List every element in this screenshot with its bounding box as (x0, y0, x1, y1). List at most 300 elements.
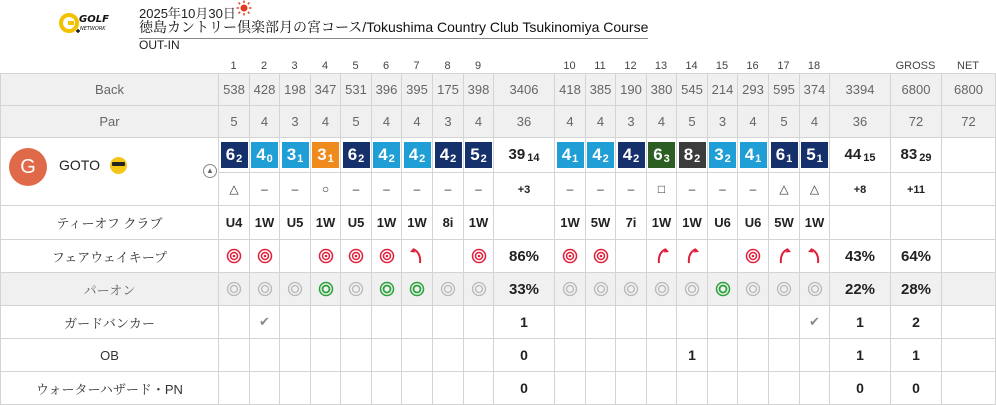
score-mark (586, 172, 616, 206)
scorecard-row (1, 372, 996, 405)
tee-club-value: 1W (254, 215, 275, 230)
hazard-cell (555, 372, 586, 405)
back-hole-cell (738, 74, 769, 106)
fairway-hit-icon (745, 248, 761, 264)
back-hole-cell-value: 190 (620, 82, 642, 97)
hazard-cell (800, 372, 830, 405)
score-mark (647, 172, 677, 206)
green-in-regulation-miss-icon (348, 281, 364, 297)
hole-number: 14 (685, 60, 698, 72)
hole-score-cell[interactable] (219, 138, 250, 173)
tee-club (311, 206, 341, 240)
score-mark (616, 172, 647, 206)
out-total-score (494, 138, 555, 173)
back-hole-cell (708, 74, 738, 106)
ob-gross (891, 339, 942, 372)
round-date: 2025年10月30日 (139, 6, 236, 21)
strokes: 4 (744, 144, 755, 164)
bunker-gross-value: 2 (912, 314, 920, 330)
strokes: 8 (683, 144, 694, 164)
tee-club (341, 206, 372, 240)
fairway-out-pct-value: 86% (508, 247, 540, 265)
tee-club (219, 206, 250, 240)
out-diff (494, 172, 555, 206)
back-hole-cell (341, 74, 372, 106)
strokes: 4 (439, 144, 450, 164)
back-hole-cell-value: 595 (773, 82, 795, 97)
bunker-cell (738, 306, 769, 339)
hole-score-cell[interactable] (433, 138, 464, 173)
back-hole-cell-value: 175 (437, 82, 459, 97)
fairway-miss-left-icon (654, 248, 670, 264)
back-hole-cell-value: 198 (284, 82, 306, 97)
hazard-net (942, 372, 996, 405)
hole-score-badge (373, 142, 400, 168)
hole-number: 7 (413, 60, 420, 72)
strokes: 6 (653, 144, 663, 164)
back-hole-cell (280, 74, 311, 106)
bunker-in-total (830, 306, 891, 339)
green-in-regulation-hit-icon (318, 281, 334, 297)
hazard-gross-value: 0 (912, 380, 920, 396)
strokes: 3 (286, 144, 297, 164)
back-hole-cell-value: 538 (223, 82, 245, 97)
hole-score-badge (679, 142, 706, 168)
back-hole-cell (555, 74, 586, 106)
back-in-total-value: 3394 (845, 82, 875, 97)
back-hole-cell (464, 74, 494, 106)
in-diff (830, 172, 891, 206)
score-mark (311, 172, 341, 206)
hazard-out-total (494, 372, 555, 405)
score-mark (769, 172, 800, 206)
tee-club (800, 206, 830, 240)
bunker-out-total (494, 306, 555, 339)
hole-score-cell[interactable] (616, 138, 647, 173)
gross-diff-value: +11 (906, 184, 926, 197)
ob-cell (586, 339, 616, 372)
gir-cell (464, 273, 494, 306)
ob-cell (708, 339, 738, 372)
fairway-cell (800, 240, 830, 273)
back-hole-cell-value: 418 (559, 82, 581, 97)
tee-club (280, 206, 311, 240)
svg-text:GOLF: GOLF (79, 14, 109, 25)
green-in-regulation-miss-icon (257, 281, 273, 297)
back-gross-value: 6800 (901, 82, 931, 97)
gross-diff (891, 172, 942, 206)
par-hole-cell-value: 3 (291, 114, 299, 129)
par-out-total (494, 106, 555, 138)
tee-in-total (830, 206, 891, 240)
par-hole-cell-value: 3 (627, 114, 635, 129)
par-net (942, 106, 996, 138)
putts: 1 (816, 152, 823, 165)
tee-club-value: 5W (590, 215, 611, 230)
tee-club (372, 206, 402, 240)
par-hole-cell-value: 3 (718, 114, 727, 129)
green-in-regulation-miss-icon (654, 281, 670, 297)
tee-club (464, 206, 494, 240)
hole-score-cell[interactable] (769, 138, 800, 173)
tee-club-value: 1W (682, 215, 702, 230)
tee-club-label: ティーオフ クラブ (1, 206, 219, 240)
hole-score-cell[interactable] (677, 138, 708, 173)
ob-cell (433, 339, 464, 372)
putts: 1 (786, 152, 793, 165)
hole-number: 16 (746, 60, 759, 72)
par-in-total (830, 106, 891, 138)
strokes: 3 (317, 144, 327, 164)
player-avatar: G (9, 148, 47, 186)
ob-cell (250, 339, 280, 372)
fairway-hit-icon (379, 248, 395, 264)
bunker-cell (769, 306, 800, 339)
tee-club (738, 206, 769, 240)
golf-network-logo-icon (60, 9, 114, 39)
in-total-score-value (845, 146, 876, 163)
tee-club (708, 206, 738, 240)
par-net-value: 72 (961, 114, 976, 129)
route-label: OUT-IN (139, 38, 180, 52)
hazard-cell (647, 372, 677, 405)
fairway-in-pct (830, 240, 891, 273)
green-in-regulation-miss-icon (776, 281, 792, 297)
par-hole-cell (311, 106, 341, 138)
putts: 2 (724, 152, 731, 165)
gir-in-pct-value: 22% (844, 280, 876, 298)
strokes: 4 (592, 144, 602, 164)
score-mark-value: □ (657, 182, 666, 197)
bunker-cell (372, 306, 402, 339)
ob-cell (464, 339, 494, 372)
fairway-hit-icon (348, 248, 364, 264)
fairway-hit-icon (562, 248, 578, 264)
scorecard-row (1, 240, 996, 273)
gir-cell (219, 273, 250, 306)
gross-score-value (901, 146, 932, 163)
ob-cell (647, 339, 677, 372)
hole-score-badge (404, 142, 431, 168)
tee-club-value: 1W (804, 215, 825, 230)
gir-cell (341, 273, 372, 306)
hole-score-badge (740, 142, 767, 168)
back-hole-cell (311, 74, 341, 106)
scorecard-row (1, 138, 996, 173)
fairway-cell (769, 240, 800, 273)
putts: 1 (572, 152, 579, 165)
bunker-cell (219, 306, 250, 339)
gir-cell (677, 273, 708, 306)
par-hole-cell-value: 4 (749, 114, 757, 129)
bunker-cell (464, 306, 494, 339)
score-mark (219, 172, 250, 206)
gir-gross-pct-value: 28% (900, 280, 932, 298)
hole-score-cell[interactable] (341, 138, 372, 173)
net-diff (942, 172, 996, 206)
hole-number: 8 (444, 60, 451, 72)
par-hole-cell-value: 4 (413, 114, 421, 129)
hazard-cell (341, 372, 372, 405)
fairway-cell (738, 240, 769, 273)
putts: 3 (663, 152, 670, 165)
green-in-regulation-miss-icon (745, 281, 761, 297)
bunker-cell (433, 306, 464, 339)
header (0, 0, 959, 60)
total-strokes: 83 (900, 146, 918, 164)
fairway-cell (616, 240, 647, 273)
hole-score-badge (801, 142, 828, 168)
back-hole-cell (219, 74, 250, 106)
score-mark-value: – (383, 182, 390, 197)
back-row-label: Back (1, 74, 219, 106)
tee-club-value: U6 (744, 215, 762, 230)
course-name: 徳島カントリー倶楽部月の宮コース/Tokushima Country Club Tsukinomiya Course (139, 17, 648, 39)
tee-club (647, 206, 677, 240)
hole-score-cell[interactable] (738, 138, 769, 173)
putts: 2 (388, 152, 395, 165)
par-hole-cell-value: 4 (321, 114, 330, 129)
par-out-total-value: 36 (516, 114, 532, 129)
back-hole-cell (677, 74, 708, 106)
hole-score-cell[interactable] (708, 138, 738, 173)
ob-net (942, 339, 996, 372)
strokes: 4 (622, 144, 633, 164)
green-in-regulation-hit-icon (715, 281, 731, 297)
ob-cell (280, 339, 311, 372)
fairway-hit-icon (318, 248, 334, 264)
par-hole-cell (219, 106, 250, 138)
hole-number: 15 (715, 60, 729, 72)
hole-number: 11 (594, 60, 606, 72)
hole-score-badge (221, 142, 248, 168)
hole-number: 9 (474, 60, 482, 72)
hazard-cell (464, 372, 494, 405)
hole-score-cell[interactable] (555, 138, 586, 173)
player-info (1, 138, 218, 205)
ob-cell (769, 339, 800, 372)
total-putts: 29 (919, 152, 932, 165)
svg-text:NETWORK: NETWORK (80, 26, 106, 32)
back-gross (891, 74, 942, 106)
hazard-cell (372, 372, 402, 405)
in-total-score (830, 138, 891, 173)
back-hole-cell (586, 74, 616, 106)
score-mark (250, 172, 280, 206)
hazard-in-total (830, 372, 891, 405)
hole-number: 3 (291, 60, 298, 72)
score-mark (402, 172, 433, 206)
fairway-miss-right-icon (807, 248, 823, 264)
hazard-cell (402, 372, 433, 405)
hole-number: 18 (807, 60, 821, 72)
hazard-cell (708, 372, 738, 405)
hole-score-badge (435, 142, 462, 168)
hole-score-badge (343, 142, 370, 168)
player-cell[interactable] (1, 138, 219, 206)
hazard-cell (219, 372, 250, 405)
hole-score-cell[interactable] (464, 138, 494, 173)
hole-score-cell[interactable] (586, 138, 616, 173)
fairway-out-pct (494, 240, 555, 273)
fairway-cell (464, 240, 494, 273)
back-in-total (830, 74, 891, 106)
hole-score-cell[interactable] (280, 138, 311, 173)
hazard-cell (250, 372, 280, 405)
green-in-regulation-miss-icon (562, 281, 578, 297)
gross-header: GROSS (895, 60, 936, 72)
strokes: 6 (775, 144, 786, 164)
par-hole-cell (280, 106, 311, 138)
score-mark-value: – (475, 182, 482, 197)
tee-club (677, 206, 708, 240)
hole-score-badge (618, 142, 645, 168)
total-strokes: 44 (844, 146, 862, 164)
green-in-regulation-hit-icon (409, 281, 425, 297)
hole-score-cell[interactable] (647, 138, 677, 173)
net-score (942, 138, 996, 173)
sunny-weather-icon (236, 0, 252, 16)
back-hole-cell-value: 545 (681, 82, 703, 97)
ob-cell (738, 339, 769, 372)
hole-score-badge (771, 142, 798, 168)
ob-cell (219, 339, 250, 372)
score-mark-value: △ (229, 182, 239, 197)
hole-score-badge (465, 142, 492, 168)
par-hole-cell-value: 4 (382, 114, 391, 129)
strokes: 4 (561, 144, 572, 164)
hazard-cell (586, 372, 616, 405)
fairway-cell (647, 240, 677, 273)
bunker-in-total-value: 1 (856, 314, 864, 330)
bunker-cell (647, 306, 677, 339)
hole-score-cell[interactable] (372, 138, 402, 173)
par-hole-cell (738, 106, 769, 138)
putts: 2 (633, 152, 640, 165)
hole-score-badge (251, 142, 278, 168)
par-hole-cell-value: 3 (444, 114, 452, 129)
back-hole-cell-value: 531 (345, 82, 367, 97)
fairway-cell (341, 240, 372, 273)
tee-club-value: 5W (774, 215, 794, 230)
bunker-cell (341, 306, 372, 339)
putts: 2 (419, 152, 426, 165)
par-hole-cell (677, 106, 708, 138)
par-hole-cell-value: 5 (688, 114, 696, 129)
gir-out-pct-value: 33% (508, 280, 540, 298)
fairway-hit-icon (226, 248, 242, 264)
expand-toggle-icon[interactable]: ▲ (203, 164, 217, 178)
ob-out-total (494, 339, 555, 372)
gir-cell (800, 273, 830, 306)
par-hole-cell-value: 4 (596, 114, 605, 129)
par-gross-value: 72 (908, 114, 924, 129)
par-hole-cell (769, 106, 800, 138)
score-mark (464, 172, 494, 206)
hole-number: 5 (352, 60, 359, 72)
fairway-miss-right-icon (409, 248, 425, 264)
hazard-cell (616, 372, 647, 405)
strokes: 6 (347, 144, 358, 164)
hole-score-cell[interactable] (311, 138, 341, 173)
hazard-cell (677, 372, 708, 405)
tee-club-value: 1W (315, 215, 336, 230)
green-in-regulation-miss-icon (287, 281, 303, 297)
par-hole-cell-value: 4 (810, 114, 819, 129)
score-mark (677, 172, 708, 206)
bunker-cell (586, 306, 616, 339)
hole-number: 4 (321, 60, 329, 72)
total-putts: 14 (527, 152, 540, 165)
back-hole-cell-value: 428 (253, 82, 276, 97)
green-in-regulation-miss-icon (623, 281, 639, 297)
par-hole-cell (433, 106, 464, 138)
score-mark (341, 172, 372, 206)
hole-score-cell[interactable] (800, 138, 830, 173)
putts: 2 (694, 152, 701, 165)
gross-score (891, 138, 942, 173)
gir-cell (586, 273, 616, 306)
par-hole-cell (555, 106, 586, 138)
back-hole-cell (616, 74, 647, 106)
gir-cell (311, 273, 341, 306)
green-in-regulation-miss-icon (593, 281, 609, 297)
gir-cell (555, 273, 586, 306)
bunker-cell (250, 306, 280, 339)
hole-score-cell[interactable] (250, 138, 280, 173)
fairway-cell (708, 240, 738, 273)
ob-out-total-value: 0 (520, 347, 528, 363)
par-hole-cell (586, 106, 616, 138)
tee-club-value: U5 (347, 215, 365, 230)
par-hole-cell (372, 106, 402, 138)
green-in-regulation-miss-icon (684, 281, 700, 297)
tee-club-value: U4 (225, 215, 243, 230)
tee-club (555, 206, 586, 240)
score-mark (280, 172, 311, 206)
back-hole-cell (800, 74, 830, 106)
tee-club-value: 7i (625, 215, 637, 230)
tee-club-value: 1W (468, 215, 489, 230)
fairway-cell (433, 240, 464, 273)
strokes: 4 (378, 144, 388, 164)
hazard-out-total-value: 0 (520, 380, 528, 396)
bunker-cell (311, 306, 341, 339)
score-mark-value: – (413, 182, 421, 197)
gir-cell (738, 273, 769, 306)
score-mark (372, 172, 402, 206)
hole-score-badge (587, 142, 614, 168)
hole-number: 1 (230, 60, 237, 72)
hazard-cell (433, 372, 464, 405)
par-hole-cell (250, 106, 280, 138)
fairway-miss-left-icon (684, 248, 700, 264)
hazard-label: ウォーターハザード・PN (1, 372, 219, 405)
bunker-gross (891, 306, 942, 339)
fairway-cell (402, 240, 433, 273)
tee-club-value: U6 (714, 215, 731, 230)
score-mark-value: – (566, 182, 574, 197)
score-mark-value: – (444, 182, 452, 197)
back-hole-cell (402, 74, 433, 106)
scorecard-row (1, 206, 996, 240)
ob-cell (677, 339, 708, 372)
putts: 2 (602, 152, 609, 165)
putts: 1 (755, 152, 762, 165)
score-mark (708, 172, 738, 206)
back-hole-cell-value: 214 (711, 82, 734, 97)
hole-score-cell[interactable] (402, 138, 433, 173)
